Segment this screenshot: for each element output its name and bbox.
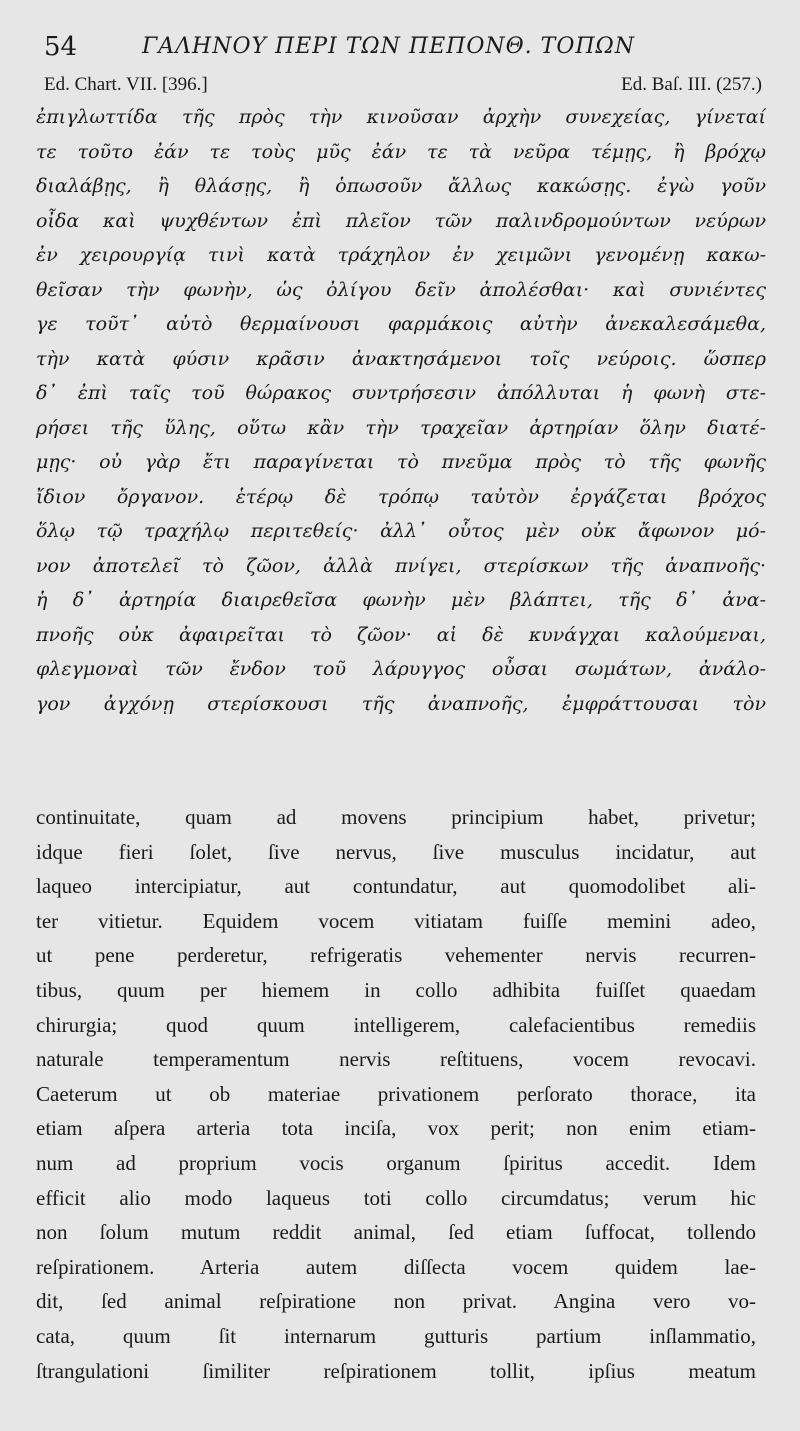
latin-text-line: reſpirationem. Arteria autem diſſecta vocem quidem lae- [36, 1254, 756, 1279]
greek-text-line: δ᾽ ἐπὶ ταῖς τοῦ θώρακος συντρήσεσιν ἀπόλλυται ἡ φωνὴ στε- [36, 382, 766, 404]
greek-text-line: ἴδιον ὄργανον. ἑτέρῳ δὲ τρόπῳ ταὐτὸν ἐργάζεται βρόχος [36, 485, 766, 508]
greek-text-line: φλεγμοναὶ τῶν ἔνδον τοῦ λάρυγγος οὖσαι σωμάτων, ἀνάλο- [36, 658, 766, 680]
latin-text-line: ſtrangulationi ſimiliter reſpirationem tollit, ipſius meatum [36, 1358, 756, 1383]
greek-text-line: τὴν κατὰ φύσιν κρᾶσιν ἀνακτησάμενοι τοῖς νεύροις. ὥσπερ [36, 347, 766, 370]
latin-text-line: chirurgia; quod quum intelligerem, calefacientibus remediis [36, 1012, 756, 1037]
greek-text-line: νον ἀποτελεῖ τὸ ζῶον, ἀλλὰ πνίγει, στερίσκων τῆς ἀναπνοῆς· [36, 554, 766, 577]
greek-text-line: ὅλῳ τῷ τραχήλῳ περιτεθείς· ἀλλ᾽ οὗτος μὲν οὐκ ἄφωνον μό- [36, 520, 766, 542]
greek-text-line: γον ἀγχόνῃ στερίσκουσι τῆς ἀναπνοῆς, ἐμφράττουσαι τὸν [36, 692, 766, 715]
page-header [44, 28, 760, 68]
latin-text-line: non ſolum mutum reddit animal, ſed etiam ſuffocat, tollendo [36, 1220, 756, 1245]
latin-text-line: idque fieri ſolet, ſive nervus, ſive musculus incidatur, aut [36, 839, 756, 864]
greek-text-block [36, 100, 766, 721]
greek-text-line: γε τοῦτ᾽ αὐτὸ θερμαίνουσι φαρμάκοις αὐτὴν ἀνεκαλεσάμεθα, [36, 313, 766, 335]
latin-text-line: continuitate, quam ad movens principium habet, privetur; [36, 805, 756, 829]
latin-text-line: dit, ſed animal reſpiratione non privat. Angina vero vo- [36, 1289, 756, 1314]
greek-text-line: οἶδα καὶ ψυχθέντων ἐπὶ πλεῖον τῶν παλινδρομούντων νεύρων [36, 209, 766, 232]
greek-text-line: ἐπιγλωττίδα τῆς πρὸς τὴν κινοῦσαν ἀρχὴν συνεχείας, γίνεταί [36, 106, 766, 128]
page-number: 54 [44, 32, 78, 62]
latin-text-line: ter vitietur. Equidem vocem vitiatam fuiſſe memini adeo, [36, 908, 756, 933]
edition-references [44, 74, 762, 102]
latin-text-line: etiam aſpera arteria tota inciſa, vox perit; non enim etiam- [36, 1116, 756, 1141]
latin-text-line: Caeterum ut ob materiae privationem perſorato thorace, ita [36, 1081, 756, 1106]
edition-reference-chartier: Ed. Chart. VII. [396.] [44, 74, 208, 95]
edition-reference-basel: Ed. Baſ. III. (257.) [621, 74, 762, 95]
greek-text-line: μῃς· οὐ γὰρ ἔτι παραγίνεται τὸ πνεῦμα πρὸς τὸ τῆς φωνῆς [36, 451, 766, 473]
greek-text-line: διαλάβῃς, ἢ θλάσῃς, ἢ ὁπωσοῦν ἄλλως κακώσῃς. ἐγὼ γοῦν [36, 175, 766, 197]
latin-text-line: ut pene perderetur, refrigeratis vehementer nervis recurren- [36, 943, 756, 968]
greek-text-line: ἐν χειρουργίᾳ τινὶ κατὰ τράχηλον ἐν χειμῶνι γενομένῃ κακω- [36, 244, 766, 266]
greek-text-line: ρήσει τῆς ὕλης, οὕτω κἂν τὴν τραχεῖαν ἀρτηρίαν ὅλην διατέ- [36, 416, 766, 439]
greek-text-line: ἡ δ᾽ ἀρτηρία διαιρεθεῖσα φωνὴν μὲν βλάπτει, τῆς δ᾽ ἀνα- [36, 589, 766, 611]
latin-text-line: cata, quum ſit internarum gutturis partium inſlammatio, [36, 1323, 756, 1348]
running-title: ΓΑΛΗΝΟΥ ΠΕΡΙ ΤΩΝ ΠΕΠΟΝΘ. ΤΟΠΩΝ [142, 34, 636, 59]
latin-text-block [36, 800, 756, 1388]
latin-text-line: tibus, quum per hiemem in collo adhibita fuiſſet quaedam [36, 977, 756, 1002]
latin-text-line: laqueo intercipiatur, aut contundatur, aut quomodolibet ali- [36, 874, 756, 899]
greek-text-line: θεῖσαν τὴν φωνὴν, ὡς ὀλίγου δεῖν ἀπολέσθαι· καὶ συνιέντες [36, 278, 766, 301]
latin-text-line: efficit alio modo laqueus toti collo circumdatus; verum hic [36, 1185, 756, 1210]
latin-text-line: num ad proprium vocis organum ſpiritus accedit. Idem [36, 1150, 756, 1175]
latin-text-line: naturale temperamentum nervis reſtituens, vocem revocavi. [36, 1047, 756, 1072]
greek-text-line: τε τοῦτο ἐάν τε τοὺς μῦς ἐάν τε τὰ νεῦρα τέμῃς, ἢ βρόχῳ [36, 140, 766, 163]
greek-text-line: πνοῆς οὐκ ἀφαιρεῖται τὸ ζῶον· αἱ δὲ κυνάγχαι καλούμεναι, [36, 623, 766, 646]
